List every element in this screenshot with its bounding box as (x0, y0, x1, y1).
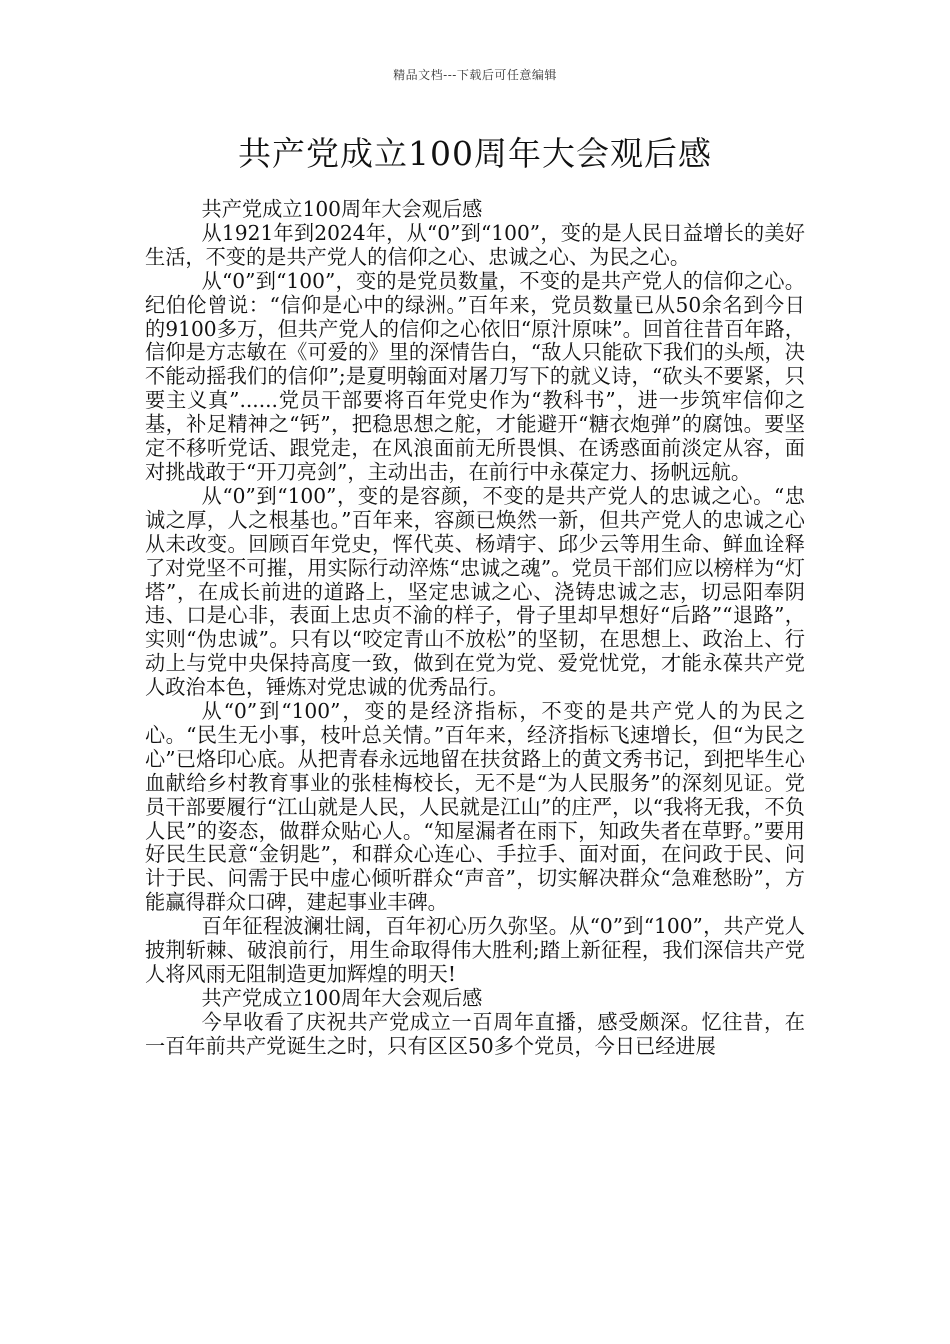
body-paragraph: 从“0”到“100”，变的是经济指标，不变的是共产党人的为民之心。“民生无小事，枝叶总关情。”百年来，经济指标飞速增长，但“为民之心”已烙印心底。从把青春永远地留在扶贫路上的黄文秀书记，到把毕生心血献给乡村教育事业的张桂梅校长，无不是“为人民服务”的深刻见证。党员干部要履行“江山就是人民，人民就是江山”的庄严，以“我将无我，不负人民”的姿态，做群众贴心人。“知屋漏者在雨下，知政失者在草野。”要用好民生民意“金钥匙”，和群众心连心、手拉手、面对面，在问政于民、问计于民、问需于民中虚心倾听群众“声音”，切实解决群众“急难愁盼”，方能赢得群众口碑，建起事业丰碑。 (145, 699, 805, 915)
body-paragraph: 从“0”到“100”，变的是党员数量，不变的是共产党人的信仰之心。纪伯伦曾说：“信仰是心中的绿洲。”百年来，党员数量已从50余名到今日的9100多万，但共产党人的信仰之心依旧“原汁原味”。回首往昔百年路，信仰是方志敏在《可爱的》里的深情告白，“敌人只能砍下我们的头颅，决不能动摇我们的信仰”;是夏明翰面对屠刀写下的就义诗，“砍头不要紧，只要主义真”......党员干部要将百年党史作为“教科书”，进一步筑牢信仰之基，补足精神之“钙”，把稳思想之舵，才能避开“糖衣炮弹”的腐蚀。要坚定不移听党话、跟党走，在风浪面前无所畏惧、在诱惑面前淡定从容，面对挑战敢于“开刀亮剑”，主动出击，在前行中永葆定力、扬帆远航。 (145, 268, 805, 484)
body-paragraph: 从1921年到2024年，从“0”到“100”，变的是人民日益增长的美好生活，不变的是共产党人的信仰之心、忠诚之心、为民之心。 (145, 220, 805, 269)
document-body (145, 198, 805, 1059)
body-paragraph: 今早收看了庆祝共产党成立一百周年直播，感受颇深。忆往昔，在一百年前共产党诞生之时，只有区区50多个党员，今日已经进展 (145, 1009, 805, 1058)
document-title: 共产党成立100周年大会观后感 (238, 134, 712, 173)
subtitle-paragraph: 共产党成立100周年大会观后感 (201, 985, 483, 1010)
header-note: 精品文档---下载后可任意编辑 (393, 68, 557, 82)
subtitle-paragraph: 共产党成立100周年大会观后感 (201, 197, 483, 221)
body-paragraph: 百年征程波澜壮阔，百年初心历久弥坚。从“0”到“100”，共产党人披荆斩棘、破浪前行，用生命取得伟大胜利;踏上新征程，我们深信共产党人将风雨无阻制造更加辉煌的明天! (145, 914, 805, 986)
body-paragraph: 从“0”到“100”，变的是容颜，不变的是共产党人的忠诚之心。“忠诚之厚，人之根基也。”百年来，容颜已焕然一新，但共产党人的忠诚之心从未改变。回顾百年党史，恽代英、杨靖宇、邱少云等用生命、鲜血诠释了对党坚不可摧，用实际行动淬炼“忠诚之魂”。党员干部们应以榜样为“灯塔”，在成长前进的道路上，坚定忠诚之心、浇铸忠诚之志，切忌阳奉阴违、口是心非，表面上忠贞不渝的样子，骨子里却早想好“后路”“退路”，实则“伪忠诚”。只有以“咬定青山不放松”的坚韧，在思想上、政治上、行动上与党中央保持高度一致，做到在党为党、爱党忧党，才能永葆共产党人政治本色，锤炼对党忠诚的优秀品行。 (145, 483, 805, 700)
